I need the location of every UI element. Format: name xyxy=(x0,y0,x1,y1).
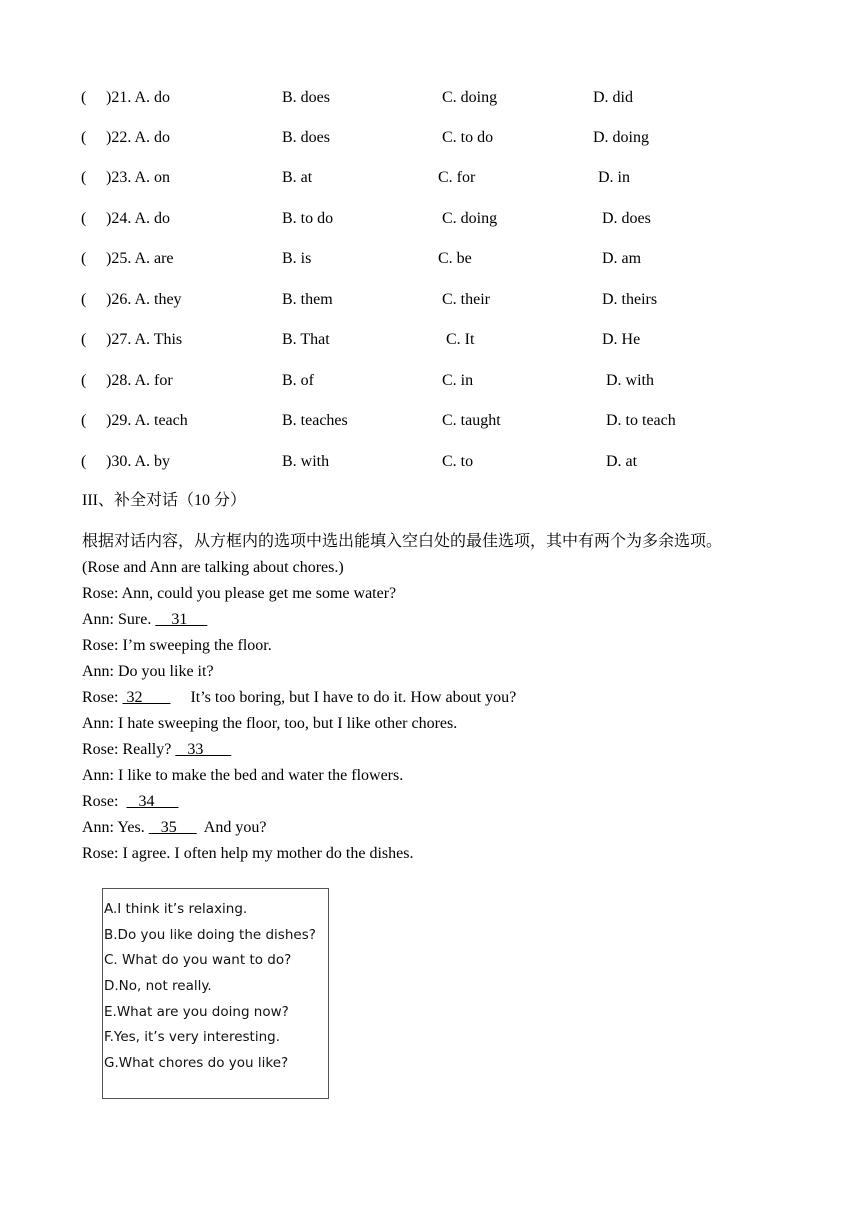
answer-paren[interactable]: ( xyxy=(81,453,87,470)
answer-paren[interactable]: ( xyxy=(81,250,87,267)
options-box xyxy=(102,888,329,1099)
question-option-d: D. at xyxy=(606,453,638,470)
question-option-c: C. It xyxy=(446,331,475,348)
question-row xyxy=(0,289,860,311)
question-option-c: C. for xyxy=(438,169,476,186)
question-option-d: D. theirs xyxy=(602,291,658,308)
question-option-c: C. be xyxy=(438,250,472,267)
box-bottom-border xyxy=(103,1098,328,1099)
option-g: G.What chores do you like? xyxy=(104,1055,289,1071)
answer-paren[interactable]: ( xyxy=(81,372,87,389)
question-row xyxy=(0,127,860,149)
question-option-c: C. their xyxy=(442,291,490,308)
question-row xyxy=(0,451,860,473)
dialogue-text: Rose: Really? xyxy=(82,741,176,758)
dialogue-text: And you? xyxy=(196,819,267,836)
blank-33[interactable]: 33 xyxy=(175,741,232,758)
option-e: E.What are you doing now? xyxy=(104,1004,289,1020)
section-title: III、补全对话（10 分） xyxy=(82,492,246,509)
question-option-c: C. to do xyxy=(442,129,494,146)
question-row xyxy=(0,329,860,351)
dialogue-text: Rose: xyxy=(82,689,123,706)
dialogue-text: It’s too boring, but I have to do it. How about you? xyxy=(170,689,517,706)
section-instruction: 根据对话内容，从方框内的选项中选出能填入空白处的最佳选项，其中有两个为多余选项。 xyxy=(82,533,723,550)
question-option-a: )24. A. do xyxy=(106,210,170,227)
answer-paren[interactable]: ( xyxy=(81,331,87,348)
answer-paren[interactable]: ( xyxy=(81,129,87,146)
blank-35[interactable]: 35 xyxy=(148,819,197,836)
question-option-a: )22. A. do xyxy=(106,129,170,146)
question-option-a: )26. A. they xyxy=(106,291,182,308)
dialogue-line-7 xyxy=(82,739,231,761)
dialogue-line-9 xyxy=(82,791,178,813)
answer-paren[interactable]: ( xyxy=(81,412,87,429)
option-f: F.Yes, it’s very interesting. xyxy=(104,1029,281,1045)
question-row xyxy=(0,87,860,109)
dialogue-context: (Rose and Ann are talking about chores.) xyxy=(82,559,344,576)
question-option-d: D. in xyxy=(598,169,630,186)
question-option-b: B. to do xyxy=(282,210,334,227)
question-option-b: B. them xyxy=(282,291,333,308)
question-option-b: B. of xyxy=(282,372,314,389)
question-option-c: C. doing xyxy=(442,89,498,106)
answer-paren[interactable]: ( xyxy=(81,169,87,186)
question-option-d: D. He xyxy=(602,331,641,348)
question-row xyxy=(0,248,860,270)
question-row xyxy=(0,208,860,230)
question-option-a: )27. A. This xyxy=(106,331,183,348)
question-option-b: B. with xyxy=(282,453,330,470)
question-option-c: C. to xyxy=(442,453,474,470)
answer-paren[interactable]: ( xyxy=(81,210,87,227)
blank-32[interactable]: 32 xyxy=(122,689,171,706)
question-option-a: )28. A. for xyxy=(106,372,173,389)
question-option-b: B. That xyxy=(282,331,330,348)
question-option-a: )30. A. by xyxy=(106,453,170,470)
question-option-c: C. in xyxy=(442,372,474,389)
option-a: A.I think it’s relaxing. xyxy=(104,901,248,917)
option-b: B.Do you like doing the dishes? xyxy=(104,927,316,943)
dialogue-line-4: Ann: Do you like it? xyxy=(82,663,214,680)
dialogue-line-10 xyxy=(82,817,266,839)
question-option-c: C. doing xyxy=(442,210,498,227)
question-option-d: D. to teach xyxy=(606,412,676,429)
question-option-a: )23. A. on xyxy=(106,169,170,186)
option-c: C. What do you want to do? xyxy=(104,952,292,968)
blank-31[interactable]: 31 xyxy=(155,611,208,628)
question-row xyxy=(0,370,860,392)
dialogue-line-6: Ann: I hate sweeping the floor, too, but I like other chores. xyxy=(82,715,458,732)
dialogue-line-2 xyxy=(82,609,207,631)
question-option-d: D. doing xyxy=(593,129,649,146)
answer-paren[interactable]: ( xyxy=(81,89,87,106)
dialogue-line-8: Ann: I like to make the bed and water the flowers. xyxy=(82,767,404,784)
option-d: D.No, not really. xyxy=(104,978,212,994)
question-option-d: D. with xyxy=(606,372,654,389)
dialogue-line-5 xyxy=(82,687,516,709)
question-row xyxy=(0,167,860,189)
question-option-b: B. at xyxy=(282,169,313,186)
dialogue-line-11: Rose: I agree. I often help my mother do the dishes. xyxy=(82,845,414,862)
question-option-a: )29. A. teach xyxy=(106,412,188,429)
question-option-d: D. does xyxy=(602,210,651,227)
dialogue-line-1: Rose: Ann, could you please get me some water? xyxy=(82,585,397,602)
answer-paren[interactable]: ( xyxy=(81,291,87,308)
question-row xyxy=(0,410,860,432)
question-option-b: B. does xyxy=(282,89,330,106)
question-option-d: D. did xyxy=(593,89,633,106)
question-option-b: B. teaches xyxy=(282,412,348,429)
dialogue-line-3: Rose: I’m sweeping the floor. xyxy=(82,637,272,654)
question-option-a: )21. A. do xyxy=(106,89,170,106)
question-option-b: B. does xyxy=(282,129,330,146)
dialogue-text: Ann: Yes. xyxy=(82,819,149,836)
blank-34[interactable]: 34 xyxy=(126,793,179,810)
question-option-a: )25. A. are xyxy=(106,250,174,267)
dialogue-text: Ann: Sure. xyxy=(82,611,156,628)
question-option-b: B. is xyxy=(282,250,312,267)
question-option-c: C. taught xyxy=(442,412,501,429)
question-option-d: D. am xyxy=(602,250,642,267)
dialogue-text: Rose: xyxy=(82,793,127,810)
